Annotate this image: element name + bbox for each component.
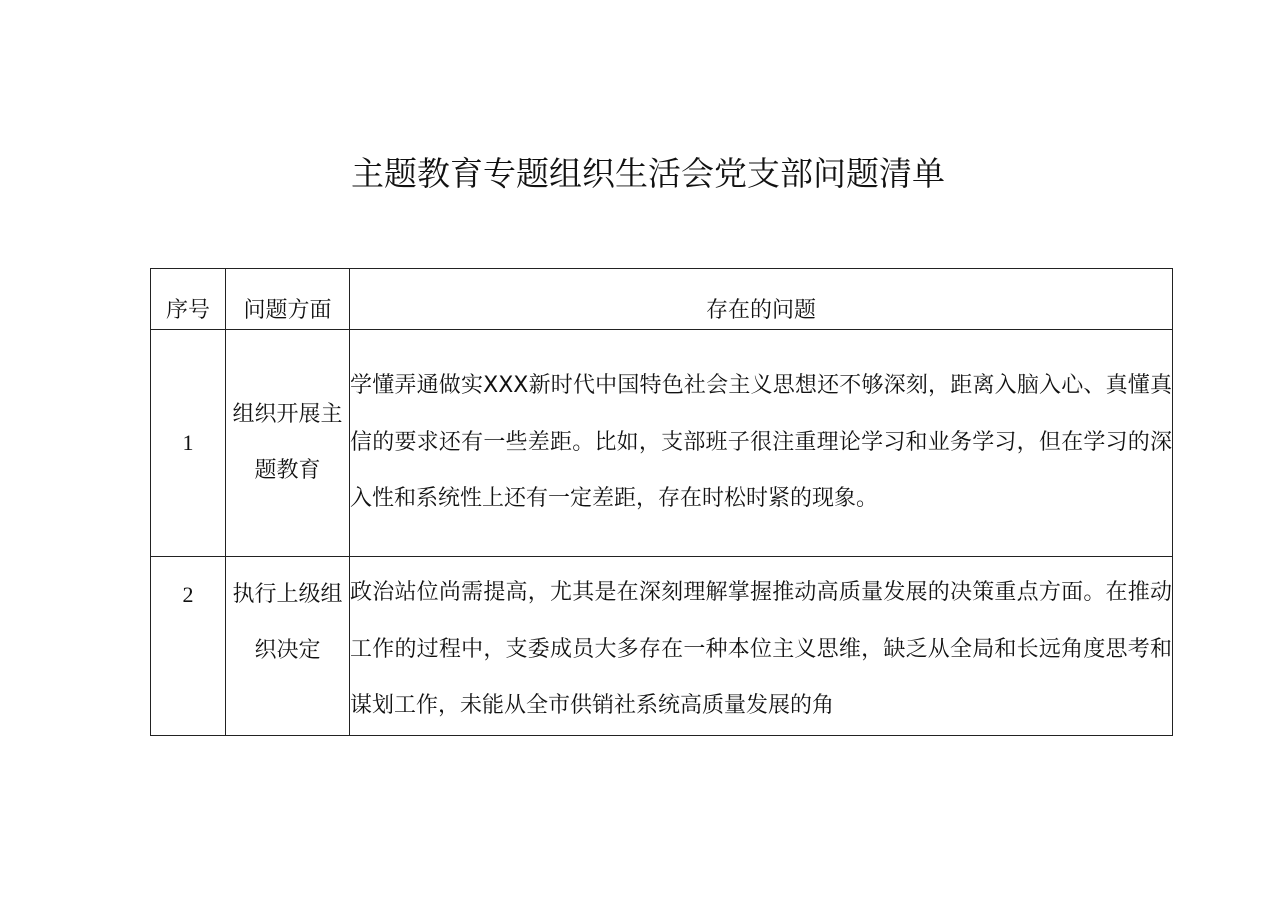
row-problem-description: 学懂弄通做实XXX新时代中国特色社会主义思想还不够深刻，距离入脑入心、真懂真信的要求还有一些差距。比如，支部班子很注重理论学习和业务学习，但在学习的深入性和系统性上还有一定差距，存在时松时紧的现象。 bbox=[350, 330, 1173, 557]
problem-list-table bbox=[150, 268, 1173, 736]
header-serial-number: 序号 bbox=[151, 269, 226, 330]
row-serial-number: 1 bbox=[151, 330, 226, 557]
row-problem-aspect: 执行上级组织决定 bbox=[226, 557, 350, 736]
header-existing-problems: 存在的问题 bbox=[350, 269, 1173, 330]
document-title: 主题教育专题组织生活会党支部问题清单 bbox=[351, 154, 945, 193]
table-row bbox=[151, 557, 1173, 736]
row-problem-aspect: 组织开展主题教育 bbox=[226, 330, 350, 557]
row-problem-description-cell bbox=[350, 557, 1173, 736]
header-problem-aspect: 问题方面 bbox=[226, 269, 350, 330]
table-header-row bbox=[151, 269, 1173, 330]
row-serial-number: 2 bbox=[151, 557, 226, 736]
table-row bbox=[151, 330, 1173, 557]
row-problem-description: 政治站位尚需提高，尤其是在深刻理解掌握推动高质量发展的决策重点方面。在推动工作的过程中，支委成员大多存在一种本位主义思维，缺乏从全局和长远角度思考和谋划工作，未能从全市供销社系统高质量发展的角 bbox=[350, 580, 1172, 718]
